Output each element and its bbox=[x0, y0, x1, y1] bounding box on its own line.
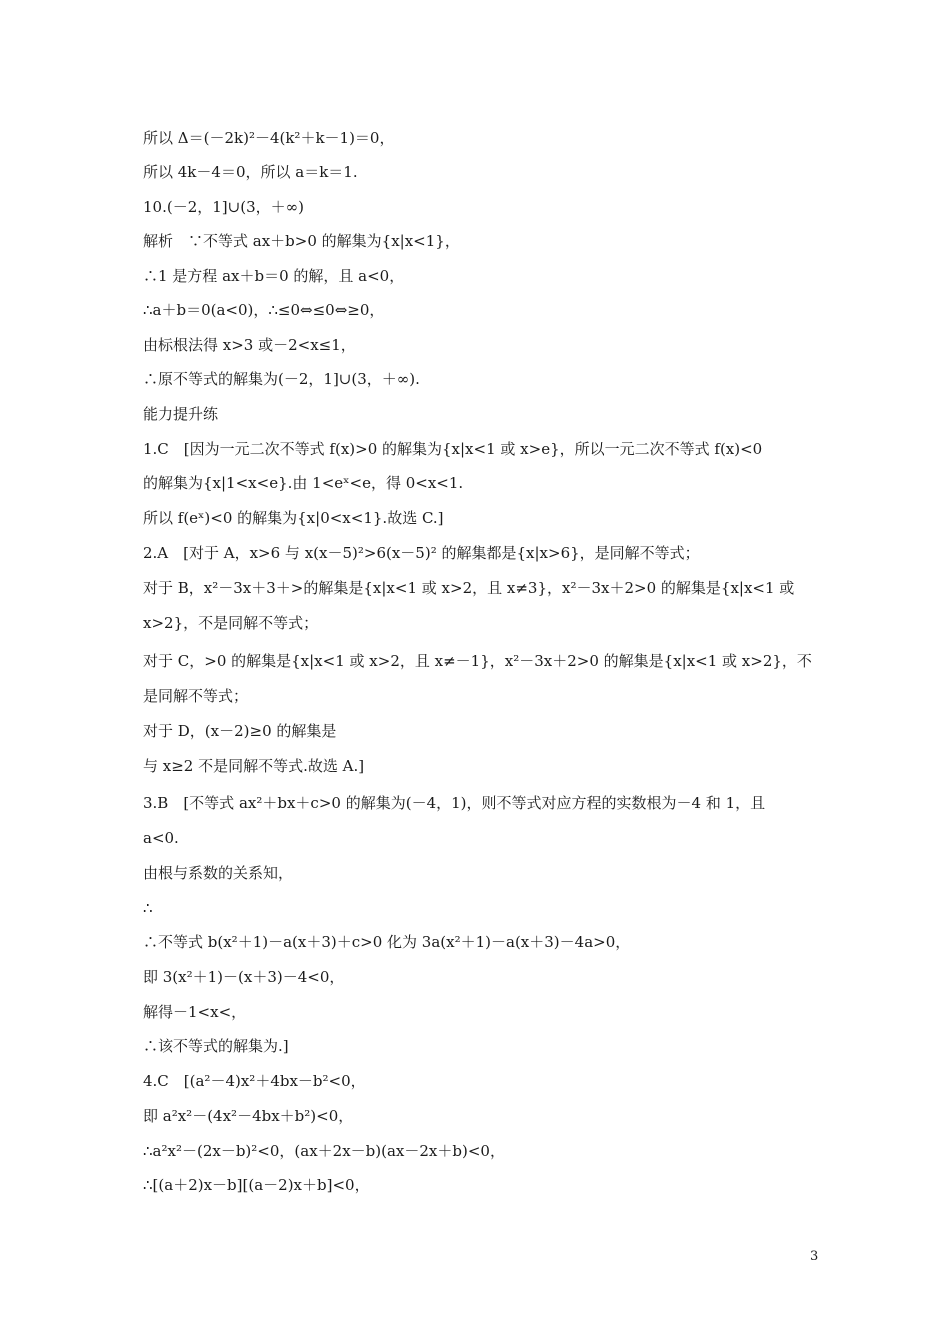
text-line: 对于 D，(x－2)≥0 的解集是 bbox=[143, 722, 337, 740]
text-line: 的解集为{x|1<x<e}.由 1<eˣ<e，得 0<x<1. bbox=[143, 474, 464, 492]
text-line: 是同解不等式； bbox=[143, 687, 249, 705]
text-line: ∴该不等式的解集为.] bbox=[143, 1037, 289, 1055]
text-line: 与 x≥2 不是同解不等式.故选 A.] bbox=[143, 757, 365, 775]
section-heading: 能力提升练 bbox=[143, 405, 219, 423]
text-line: ∴a²x²－(2x－b)²<0，(ax＋2x－b)(ax－2x＋b)<0， bbox=[143, 1142, 505, 1160]
page-number: 3 bbox=[810, 1249, 819, 1264]
text-line: ∴原不等式的解集为(－2，1]∪(3，＋∞). bbox=[143, 370, 420, 388]
text-line: 解析 ∵不等式 ax＋b>0 的解集为{x|x<1}， bbox=[143, 232, 460, 250]
text-line: ∴[(a＋2)x－b][(a－2)x＋b]<0， bbox=[143, 1176, 370, 1194]
text-line: 由根与系数的关系知， bbox=[143, 864, 294, 882]
text-line: 1.C [因为一元二次不等式 f(x)>0 的解集为{x|x<1 或 x>e}，所以一元二次不等式 f(x)<0 bbox=[143, 440, 763, 458]
text-line: 即 a²x²－(4x²－4bx＋b²)<0， bbox=[143, 1107, 354, 1125]
text-line: 所以 Δ＝(－2k)²－4(k²＋k－1)＝0， bbox=[143, 129, 395, 147]
text-line: ∴ bbox=[143, 899, 153, 917]
text-line: 由标根法得 x>3 或－2<x≤1， bbox=[143, 336, 356, 354]
text-line: 10.(－2，1]∪(3，＋∞) bbox=[143, 198, 304, 216]
text-line: ∴a＋b＝0(a<0)，∴≤0⇔≤0⇔≥0， bbox=[143, 301, 385, 319]
text-line: 解得－1<x<， bbox=[143, 1003, 247, 1021]
text-line: x>2}，不是同解不等式； bbox=[143, 614, 319, 632]
text-line: 所以 f(eˣ)<0 的解集为{x|0<x<1}.故选 C.] bbox=[143, 509, 444, 527]
text-line: a<0. bbox=[143, 829, 179, 847]
text-line: 对于 B，x²－3x＋3＋>的解集是{x|x<1 或 x>2，且 x≠3}，x²－3x＋2>0 的解集是{x|x<1 或 bbox=[143, 579, 795, 597]
text-line: 2.A [对于 A，x>6 与 x(x－5)²>6(x－5)² 的解集都是{x|x>6}，是同解不等式； bbox=[143, 544, 700, 562]
text-line: ∴1 是方程 ax＋b＝0 的解，且 a<0， bbox=[143, 267, 405, 285]
text-line: 对于 C，>0 的解集是{x|x<1 或 x>2，且 x≠－1}，x²－3x＋2>0 的解集是{x|x<1 或 x>2}，不 bbox=[143, 652, 812, 670]
text-line: ∴不等式 b(x²＋1)－a(x＋3)＋c>0 化为 3a(x²＋1)－a(x＋3)－4a>0， bbox=[143, 933, 631, 951]
text-line: 即 3(x²＋1)－(x＋3)－4<0， bbox=[143, 968, 345, 986]
text-line: 4.C [(a²－4)x²＋4bx－b²<0， bbox=[143, 1072, 366, 1090]
text-line: 所以 4k－4＝0，所以 a＝k＝1. bbox=[143, 163, 358, 181]
text-line: 3.B [不等式 ax²＋bx＋c>0 的解集为(－4，1)，则不等式对应方程的实数根为－4 和 1，且 bbox=[143, 794, 766, 812]
